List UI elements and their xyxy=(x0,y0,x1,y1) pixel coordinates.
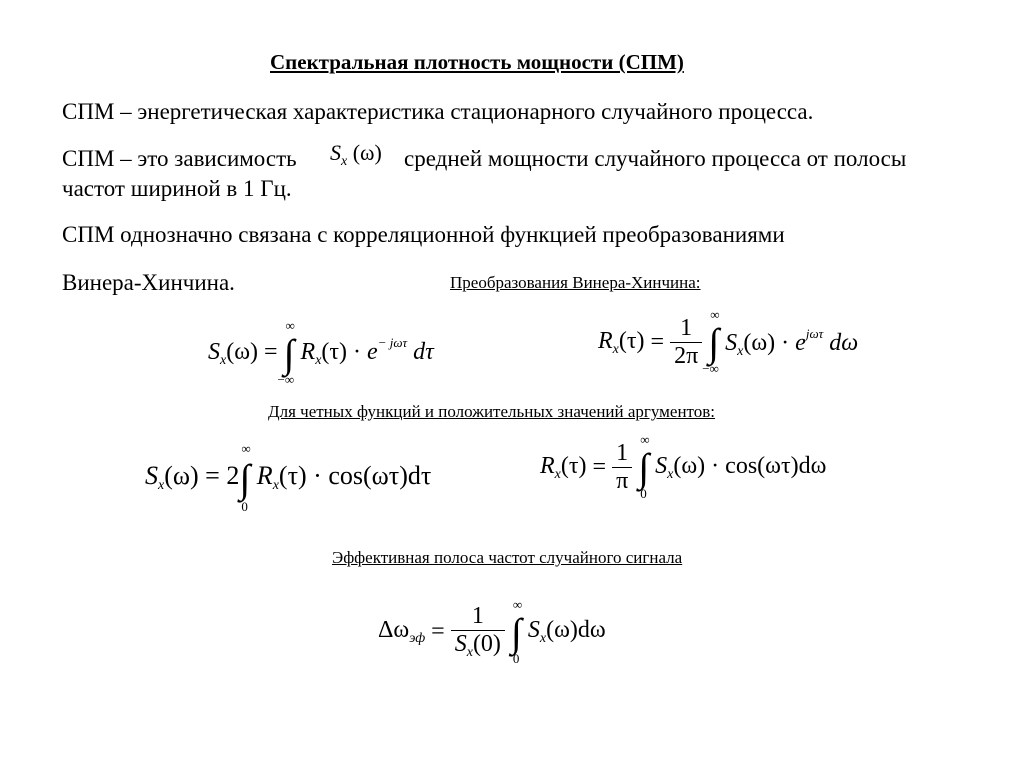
paragraph-2-start: СПМ – это зависимость xyxy=(62,146,297,171)
argument-omega: (ω) xyxy=(352,140,382,165)
formula-sx-cosine: Sx(ω) = 2∫ ∞ 0 Rx(τ) · cos(ωτ)dτ xyxy=(145,441,432,514)
paragraph-4: Винера-Хинчина. xyxy=(62,270,235,295)
subtitle-even-functions: Для четных функций и положительных значений аргументов: xyxy=(268,402,716,421)
formula-sx-transform: $S_x(\omega)$ = ∫ ∞ −∞ $R_x(\tau) \cdot e^{- j\omega\tau}$ dτ xyxy=(208,318,434,387)
formula-rx-inverse: $R_x(\tau)$ = $\frac{1}{2\pi}$ ∫ ∞ −∞ $S_x(\omega) \cdot e^{j\omega\tau}$ dω xyxy=(598,307,859,376)
formula-effective-band: $\Delta\omega_{эф}$ = $\frac{1}{S_x(0)}$ ∫ ∞ 0 $S_x(\omega)d\omega$ xyxy=(378,596,606,666)
page-title: Спектральная плотность мощности (СПМ) xyxy=(270,50,684,74)
formula-rx-cosine: $R_x(\tau)$ = $\frac{1}{\pi}$ ∫ ∞ 0 $S_x(\omega) \cdot \cos(\omega\tau)d\omega$ xyxy=(540,432,827,501)
paragraph-3: СПМ однозначно связана с корреляционной функцией преобразованиями xyxy=(62,222,785,247)
subscript-x: x xyxy=(341,154,348,169)
subtitle-effective-band: Эффективная полоса частот случайного сигнала xyxy=(332,548,683,567)
upper-limit: ∞ xyxy=(285,318,295,333)
subtitle-wiener-khinchin: Преобразования Винера-Хинчина: xyxy=(450,273,701,292)
paragraph-2-end: средней мощности случайного процесса от полосы xyxy=(404,146,907,171)
inline-formula-sx xyxy=(330,140,382,170)
lower-limit: −∞ xyxy=(277,372,295,387)
paragraph-2-cont: частот шириной в 1 Гц. xyxy=(62,176,292,201)
symbol-s: S xyxy=(330,140,341,165)
paragraph-1: СПМ – энергетическая характеристика стационарного случайного процесса. xyxy=(62,99,814,124)
